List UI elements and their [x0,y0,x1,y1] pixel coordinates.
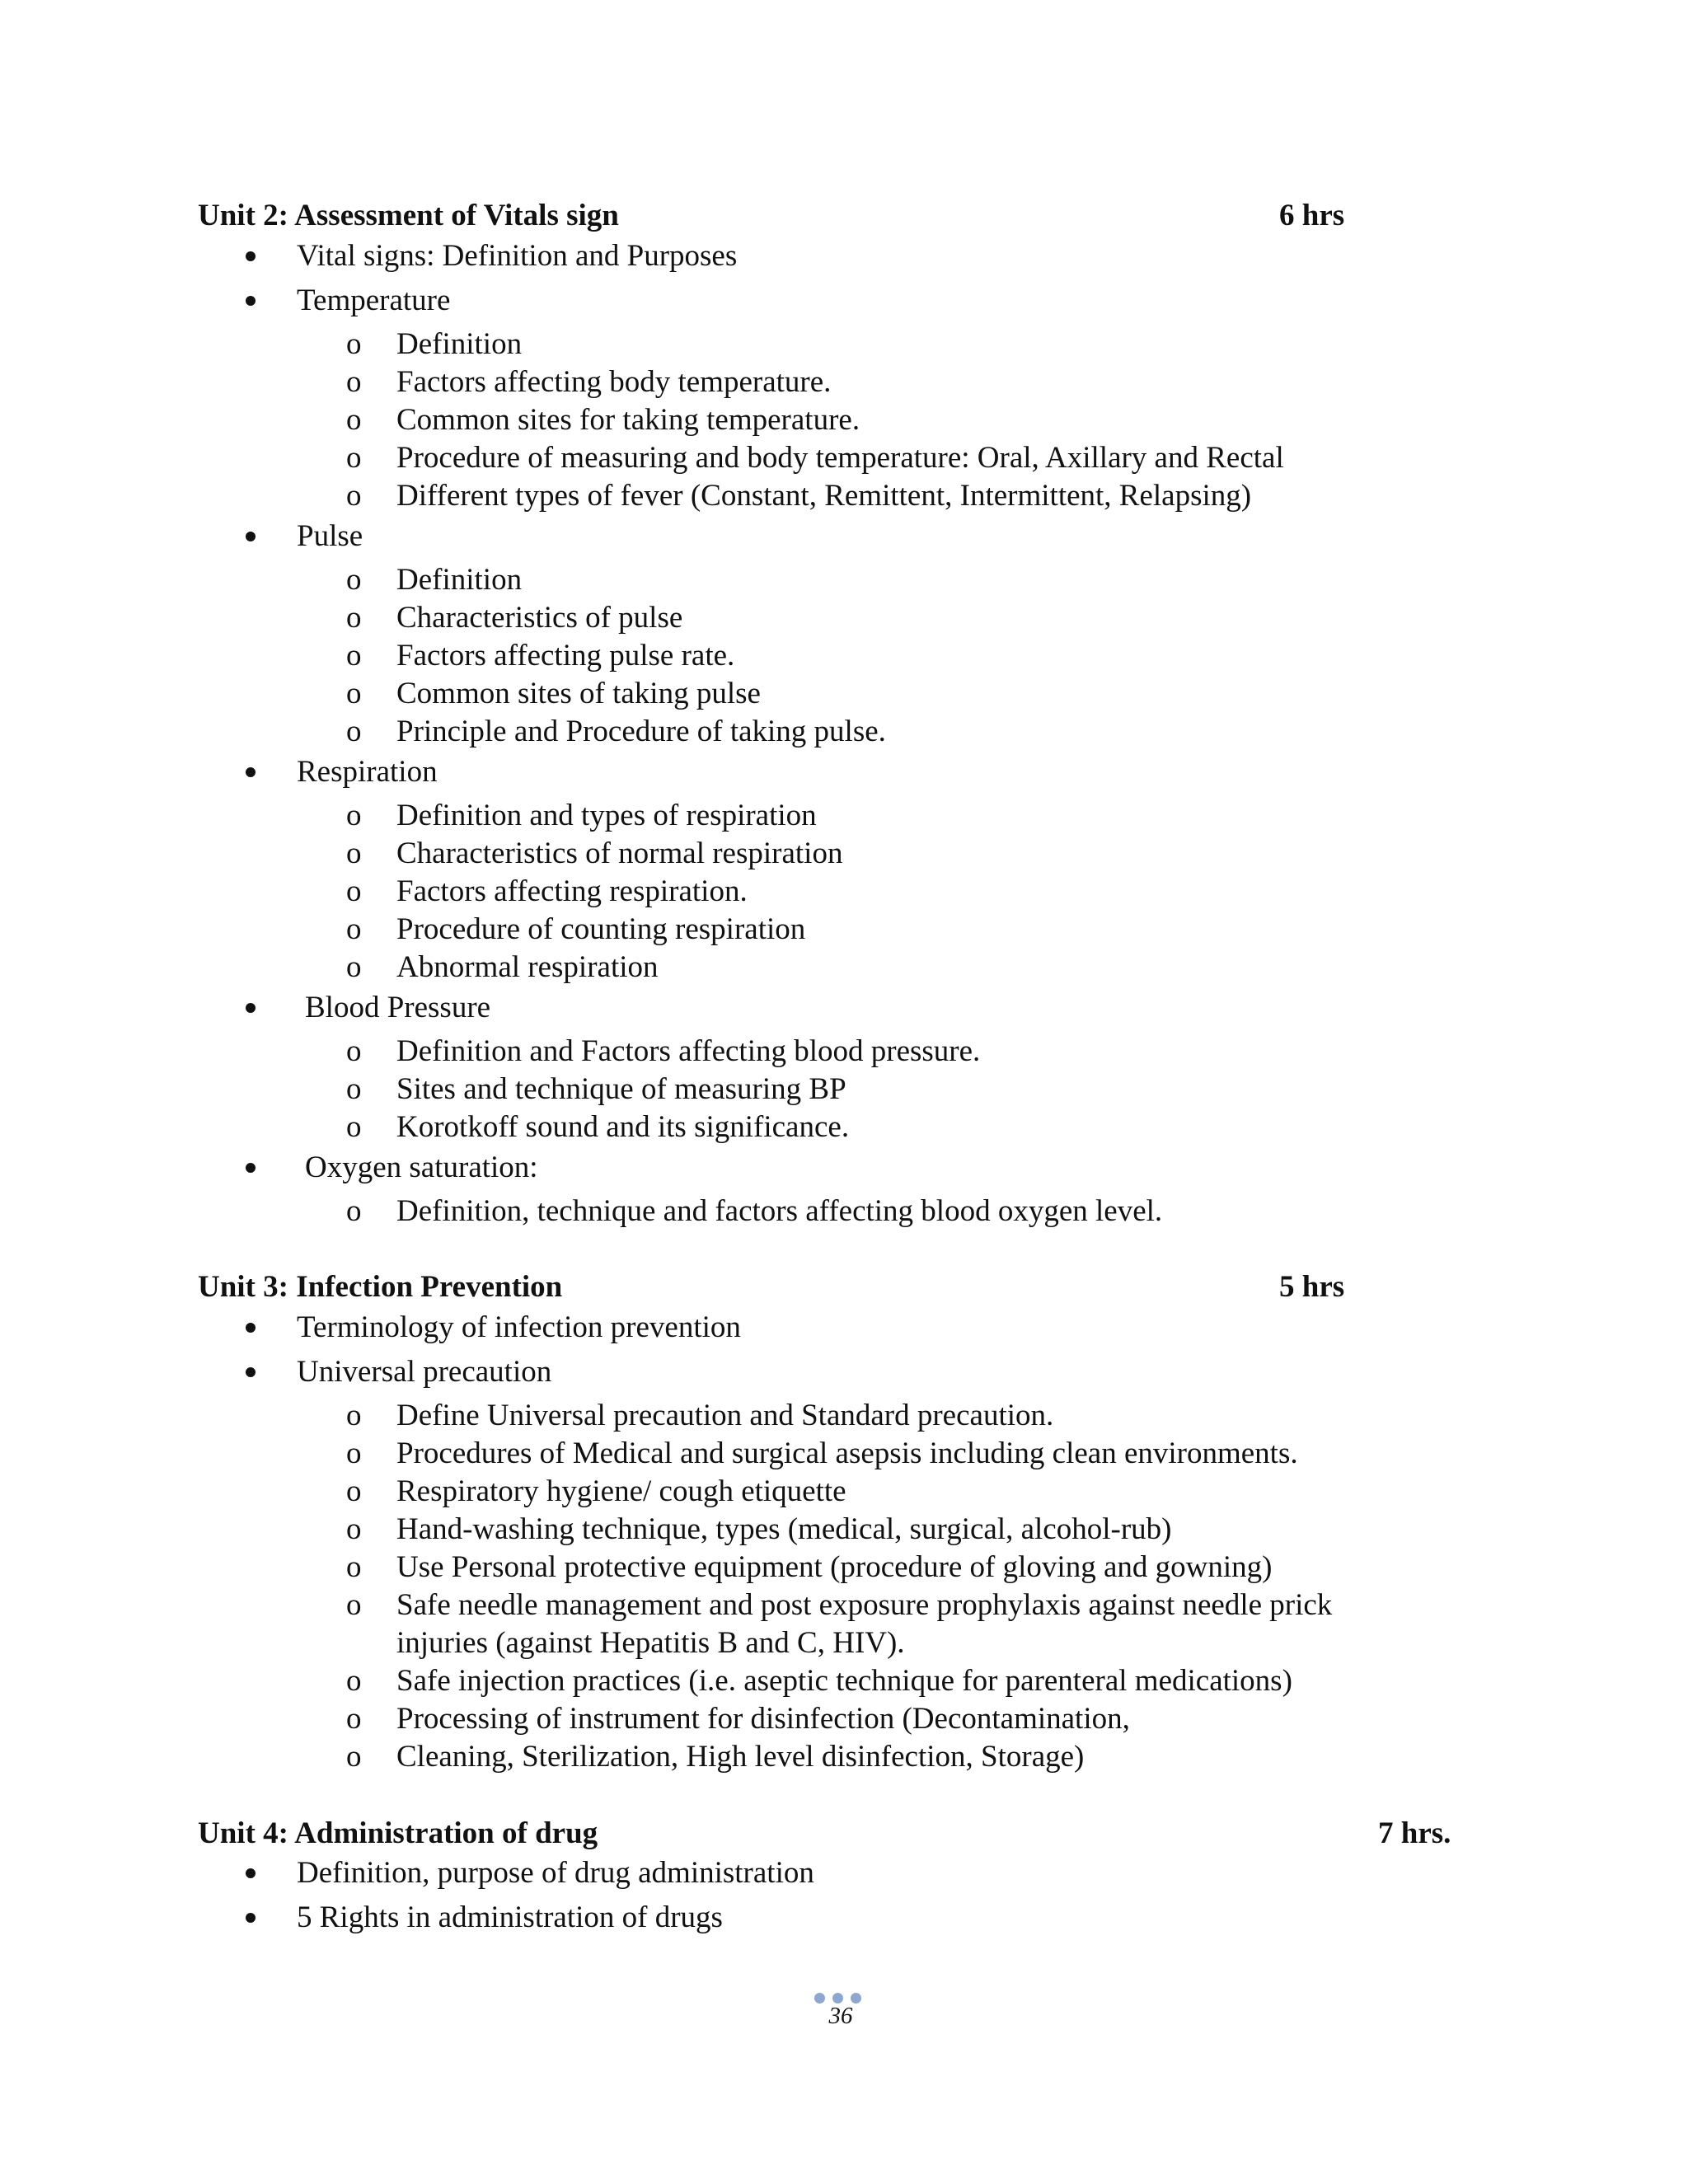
subtopic-label: Common sites for taking temperature. [396,403,860,437]
circle-bullet-icon: o [346,1702,362,1736]
circle-bullet-icon: o [346,1664,362,1698]
subtopic-label: Processing of instrument for disinfection (Decontamination, [396,1702,1130,1736]
bullet-icon [246,296,256,306]
subtopic-label: Hand-washing technique, types (medical, surgical, alcohol-rub) [396,1512,1172,1546]
topic-label: Oxygen saturation: [305,1151,538,1184]
subtopic-label: Definition and Factors affecting blood pressure. [396,1034,981,1068]
bullet-icon [246,1367,256,1377]
topic-label: Terminology of infection prevention [297,1310,741,1344]
circle-bullet-icon: o [346,1399,362,1432]
subtopic-label: Factors affecting body temperature. [396,365,832,399]
topic-label: Respiration [297,755,438,789]
subtopic-label: Abnormal respiration [396,950,659,984]
subtopic-label: Factors affecting respiration. [396,874,748,908]
circle-bullet-icon: o [346,1588,362,1622]
topic-label: Definition, purpose of drug administration [297,1856,814,1890]
subtopic-label: Different types of fever (Constant, Remittent, Intermittent, Relapsing) [396,479,1252,513]
unit-4-hours: 7 hrs. [1378,1816,1451,1850]
unit-3-hours: 5 hrs [1279,1270,1345,1304]
topic-label: Temperature [297,284,451,317]
circle-bullet-icon: o [346,1034,362,1068]
circle-bullet-icon: o [346,715,362,748]
subtopic-label: Define Universal precaution and Standard precaution. [396,1399,1054,1432]
subtopic-label: Procedures of Medical and surgical asepsis including clean environments. [396,1436,1298,1470]
circle-bullet-icon: o [346,365,362,399]
circle-bullet-icon: o [346,1110,362,1144]
subtopic-label: Respiratory hygiene/ cough etiquette [396,1474,846,1508]
subtopic-label: Definition, technique and factors affecting blood oxygen level. [396,1194,1163,1228]
topic-label: Universal precaution [297,1355,552,1389]
circle-bullet-icon: o [346,1436,362,1470]
page-number: 36 [828,2003,853,2029]
circle-bullet-icon: o [346,950,362,984]
circle-bullet-icon: o [346,1474,362,1508]
topic-label: Vital signs: Definition and Purposes [297,239,738,273]
bullet-icon [246,767,256,777]
subtopic-label: Common sites of taking pulse [396,677,761,710]
subtopic-label: Procedure of counting respiration [396,912,806,946]
unit-2-hours: 6 hrs [1279,199,1345,232]
subtopic-label: Characteristics of pulse [396,601,683,635]
subtopic-label: Definition [396,327,523,361]
topic-label: Blood Pressure [305,991,491,1024]
bullet-icon [246,251,256,261]
subtopic-label: Korotkoff sound and its significance. [396,1110,850,1144]
subtopic-label: Definition and types of respiration [396,799,817,832]
topic-label: 5 Rights in administration of drugs [297,1900,723,1934]
subtopic-label: Use Personal protective equipment (procedure of gloving and gowning) [396,1550,1273,1584]
bullet-icon [246,1913,256,1923]
topic-label: Pulse [297,519,363,553]
bullet-icon [246,1003,256,1013]
circle-bullet-icon: o [346,1740,362,1774]
circle-bullet-icon: o [346,601,362,635]
subtopic-label: Safe needle management and post exposure prophylaxis against needle prick [396,1588,1333,1622]
circle-bullet-icon: o [346,837,362,870]
circle-bullet-icon: o [346,563,362,597]
circle-bullet-icon: o [346,403,362,437]
circle-bullet-icon: o [346,639,362,673]
subtopic-continuation: injuries (against Hepatitis B and C, HIV). [396,1626,905,1660]
subtopic-label: Characteristics of normal respiration [396,837,843,870]
circle-bullet-icon: o [346,1072,362,1106]
subtopic-label: Cleaning, Sterilization, High level disinfection, Storage) [396,1740,1085,1774]
circle-bullet-icon: o [346,1512,362,1546]
subtopic-label: Procedure of measuring and body temperature: Oral, Axillary and Rectal [396,441,1284,475]
unit-4-title: Unit 4: Administration of drug [198,1816,598,1850]
bullet-icon [246,1868,256,1878]
circle-bullet-icon: o [346,479,362,513]
subtopic-label: Factors affecting pulse rate. [396,639,735,673]
unit-2-title: Unit 2: Assessment of Vitals sign [198,199,619,232]
subtopic-label: Safe injection practices (i.e. aseptic technique for parenteral medications) [396,1664,1292,1698]
circle-bullet-icon: o [346,441,362,475]
subtopic-label: Principle and Procedure of taking pulse. [396,715,886,748]
bullet-icon [246,532,256,541]
bullet-icon [246,1323,256,1333]
circle-bullet-icon: o [346,912,362,946]
circle-bullet-icon: o [346,677,362,710]
circle-bullet-icon: o [346,799,362,832]
circle-bullet-icon: o [346,874,362,908]
bullet-icon [246,1163,256,1173]
circle-bullet-icon: o [346,1550,362,1584]
subtopic-label: Definition [396,563,523,597]
unit-3-title: Unit 3: Infection Prevention [198,1270,563,1304]
circle-bullet-icon: o [346,1194,362,1228]
circle-bullet-icon: o [346,327,362,361]
subtopic-label: Sites and technique of measuring BP [396,1072,846,1106]
